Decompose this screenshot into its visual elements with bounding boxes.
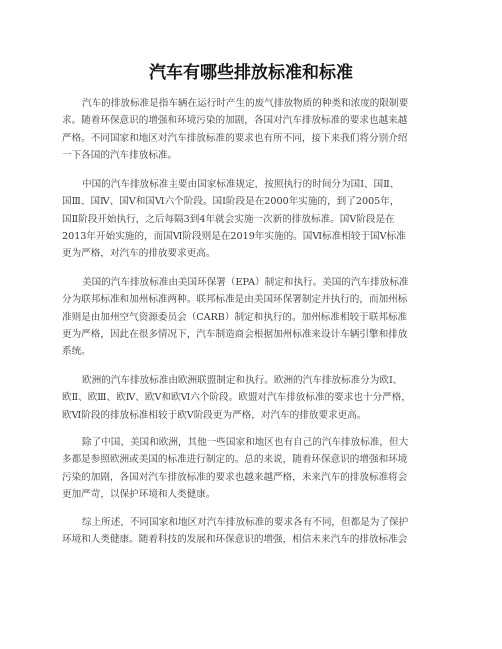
paragraph-line: 欧Ⅱ、欧Ⅲ、欧Ⅳ、欧Ⅴ和欧Ⅵ六个阶段。欧盟对汽车排放标准的要求也十分严格， <box>62 392 411 404</box>
paragraph-line: 欧Ⅵ阶段的排放标准相较于欧Ⅴ阶段更为严格，对汽车的排放要求更高。 <box>62 409 367 421</box>
paragraph-line: 除了中国、美国和欧洲，其他一些国家和地区也有自己的汽车排放标准，但大 <box>82 437 409 448</box>
paragraph-intro <box>62 95 442 164</box>
paragraph-line: 欧洲的汽车排放标准由欧洲联盟制定和执行。欧洲的汽车排放标准分为欧Ⅰ、 <box>82 375 403 386</box>
paragraph-line: 中国的汽车排放标准主要由国家标准规定，按照执行的时间分为国Ⅰ、国Ⅱ、 <box>82 179 400 190</box>
paragraph-line: 汽车的排放标准是指车辆在运行时产生的废气排放物质的种类和浓度的限制要 <box>82 98 409 109</box>
paragraph-europe <box>62 372 442 424</box>
paragraph-line: 系统。 <box>62 346 91 358</box>
paragraph-conclusion <box>62 514 442 549</box>
paragraph-china <box>62 176 442 262</box>
paragraph-line: 国Ⅲ、国Ⅳ、国Ⅴ和国Ⅵ六个阶段。国Ⅰ阶段是在2000年实施的，到了2005年， <box>62 196 400 208</box>
paragraph-line: 多都是参照欧洲或美国的标准进行制定的。总的来说，随着环保意识的增强和环境 <box>62 454 408 466</box>
paragraph-line: 更为严格，对汽车的排放要求更高。 <box>62 248 216 260</box>
paragraph-line: 一下各国的汽车排放标准。 <box>62 149 178 161</box>
paragraph-line: 美国的汽车排放标准由美国环保署（EPA）制定和执行。美国的汽车排放标准 <box>82 277 409 288</box>
paragraph-line: 严格。不同国家和地区对汽车排放标准的要求也有所不同，接下来我们将分别介绍 <box>62 132 408 144</box>
paragraph-line: 2013年开始实施的，而国Ⅵ阶段则是在2019年实施的。国Ⅵ标准相较于国Ⅴ标准 <box>62 230 406 242</box>
paragraph-other-countries <box>62 434 442 503</box>
paragraph-line: 国Ⅱ阶段开始执行，之后每隔3到4年就会实施一次新的排放标准。国Ⅴ阶段是在 <box>62 213 395 225</box>
paragraph-usa <box>62 274 442 360</box>
paragraph-line: 准则是由加州空气资源委员会（CARB）制定和执行的。加州标准相较于联邦标准 <box>62 311 408 323</box>
paragraph-line: 污染的加剧，各国对汽车排放标准的要求也越来越严格，未来汽车的排放标准将会 <box>62 471 408 483</box>
paragraph-line: 求。随着环保意识的增强和环境污染的加剧，各国对汽车排放标准的要求也越来越 <box>62 115 408 127</box>
paragraph-line: 分为联邦标准和加州标准两种。联邦标准是由美国环保署制定并执行的，而加州标 <box>62 294 408 306</box>
paragraph-line: 环境和人类健康。随着科技的发展和环保意识的增强，相信未来汽车的排放标准会 <box>62 534 408 546</box>
paragraph-line: 更加严苛，以保护环境和人类健康。 <box>62 488 216 500</box>
paragraph-line: 综上所述，不同国家和地区对汽车排放标准的要求各有不同，但都是为了保护 <box>82 517 409 528</box>
document-title: 汽车有哪些排放标准和标准 <box>149 63 353 83</box>
paragraph-line: 更为严格，因此在很多情况下，汽车制造商会根据加州标准来设计车辆引擎和排放 <box>62 328 408 340</box>
